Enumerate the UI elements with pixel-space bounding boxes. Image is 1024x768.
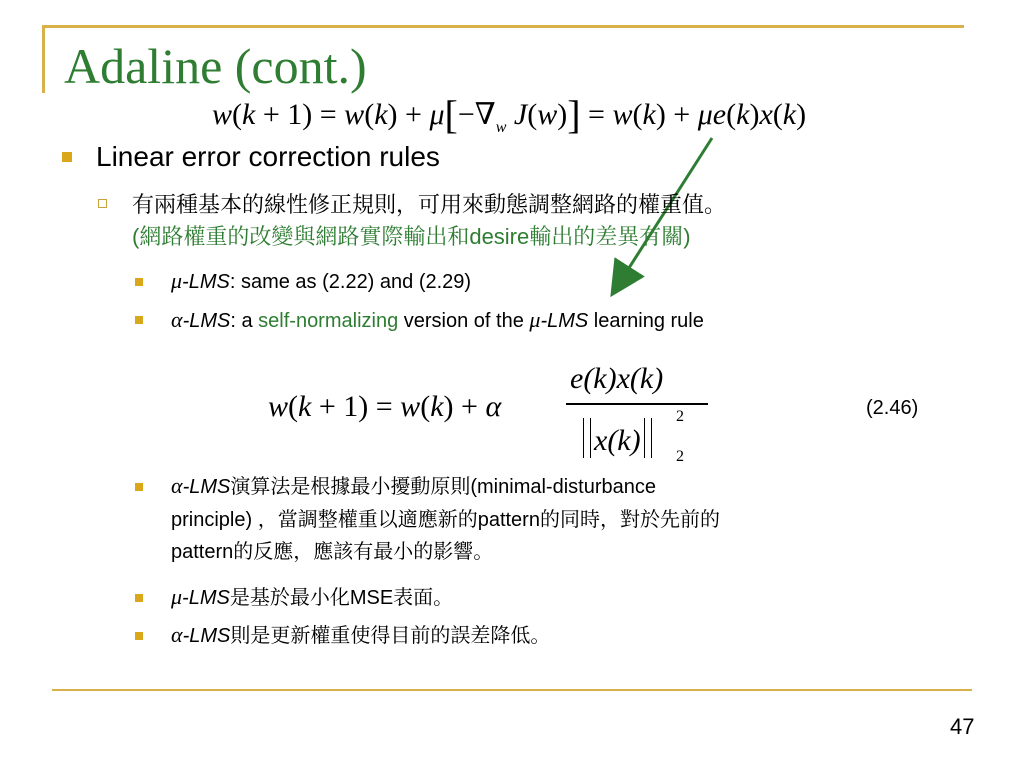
alpha-symbol: α [171,307,183,332]
mu-symbol-2: μ [529,307,541,332]
bullet-alpha-desc2 [135,632,143,640]
equation-numerator: e(k)x(k) [570,362,664,395]
alpha-desc-line1 [171,471,656,502]
self-normalizing-highlight: self-normalizing [258,310,399,332]
alpha-lms-text-b: version of the [398,310,530,332]
alpha-lms-name: -LMS [182,310,231,332]
bullet-mu-desc [135,594,143,602]
mu-symbol: μ [171,268,183,293]
bullet-mu-lms [135,278,143,286]
equation-2-46 [268,360,718,470]
alpha-lms-name-4: -LMS [182,625,231,647]
alpha-desc2-item [171,620,550,651]
bullet-alpha-lms [135,316,143,324]
sub1-line2: (網路權重的改變與網路實際輸出和desire輸出的差異有關) [132,224,691,249]
norm-superscript: 2 [676,408,684,425]
mu-lms-name-2: -LMS [540,310,589,332]
alpha-desc2-text: 則是更新權重使得目前的誤差降低。 [230,625,551,647]
alpha-symbol-4: α [171,622,183,647]
bullet-alpha-desc [135,483,143,491]
mu-lms-item [171,266,471,297]
equation-denominator: x(k) [580,418,655,458]
equation-top: $w(k + 1) = w(k) + \mu[-\nabla_w$ J(w)] = w(k) + μe(k)x(k) [212,92,807,137]
mu-desc-item [171,582,453,613]
bullet-sub1 [98,199,107,208]
mu-desc-text: 是基於最小化MSE表面。 [229,587,454,609]
bullet-main-text: Linear error correction rules [96,141,440,172]
alpha-desc-text1: 演算法是根據最小擾動原則(minimal-disturbance [230,476,656,498]
alpha-lms-item [171,305,704,336]
mu-symbol-3: μ [171,584,183,609]
fraction-bar [566,403,708,405]
sub1-line1: 有兩種基本的線性修正規則，可用來動態調整網路的權重值。 [132,192,727,217]
slide-title: Adaline (cont.) [64,38,367,94]
alpha-desc-line3: pattern的反應，應該有最小的影響。 [171,541,494,563]
equation-lhs: w(k + 1) = w(k) + α [268,390,502,423]
frame-bottom-line [52,689,972,691]
alpha-symbol-3: α [171,473,183,498]
equation-label: (2.46) [866,397,919,419]
mu-lms-name: -LMS [182,271,230,293]
mu-lms-name-3: -LMS [182,587,230,609]
page-number: 47 [950,714,975,739]
norm-subscript: 2 [676,448,684,465]
alpha-lms-text-a: : a [230,310,259,332]
mu-lms-text: : same as (2.22) and (2.29) [229,271,472,293]
alpha-desc-line2: principle) ，當調整權重以適應新的pattern的同時，對於先前的 [171,509,720,531]
alpha-lms-text-c: learning rule [588,310,704,332]
bullet-main [62,152,72,162]
alpha-lms-name-3: -LMS [182,476,231,498]
